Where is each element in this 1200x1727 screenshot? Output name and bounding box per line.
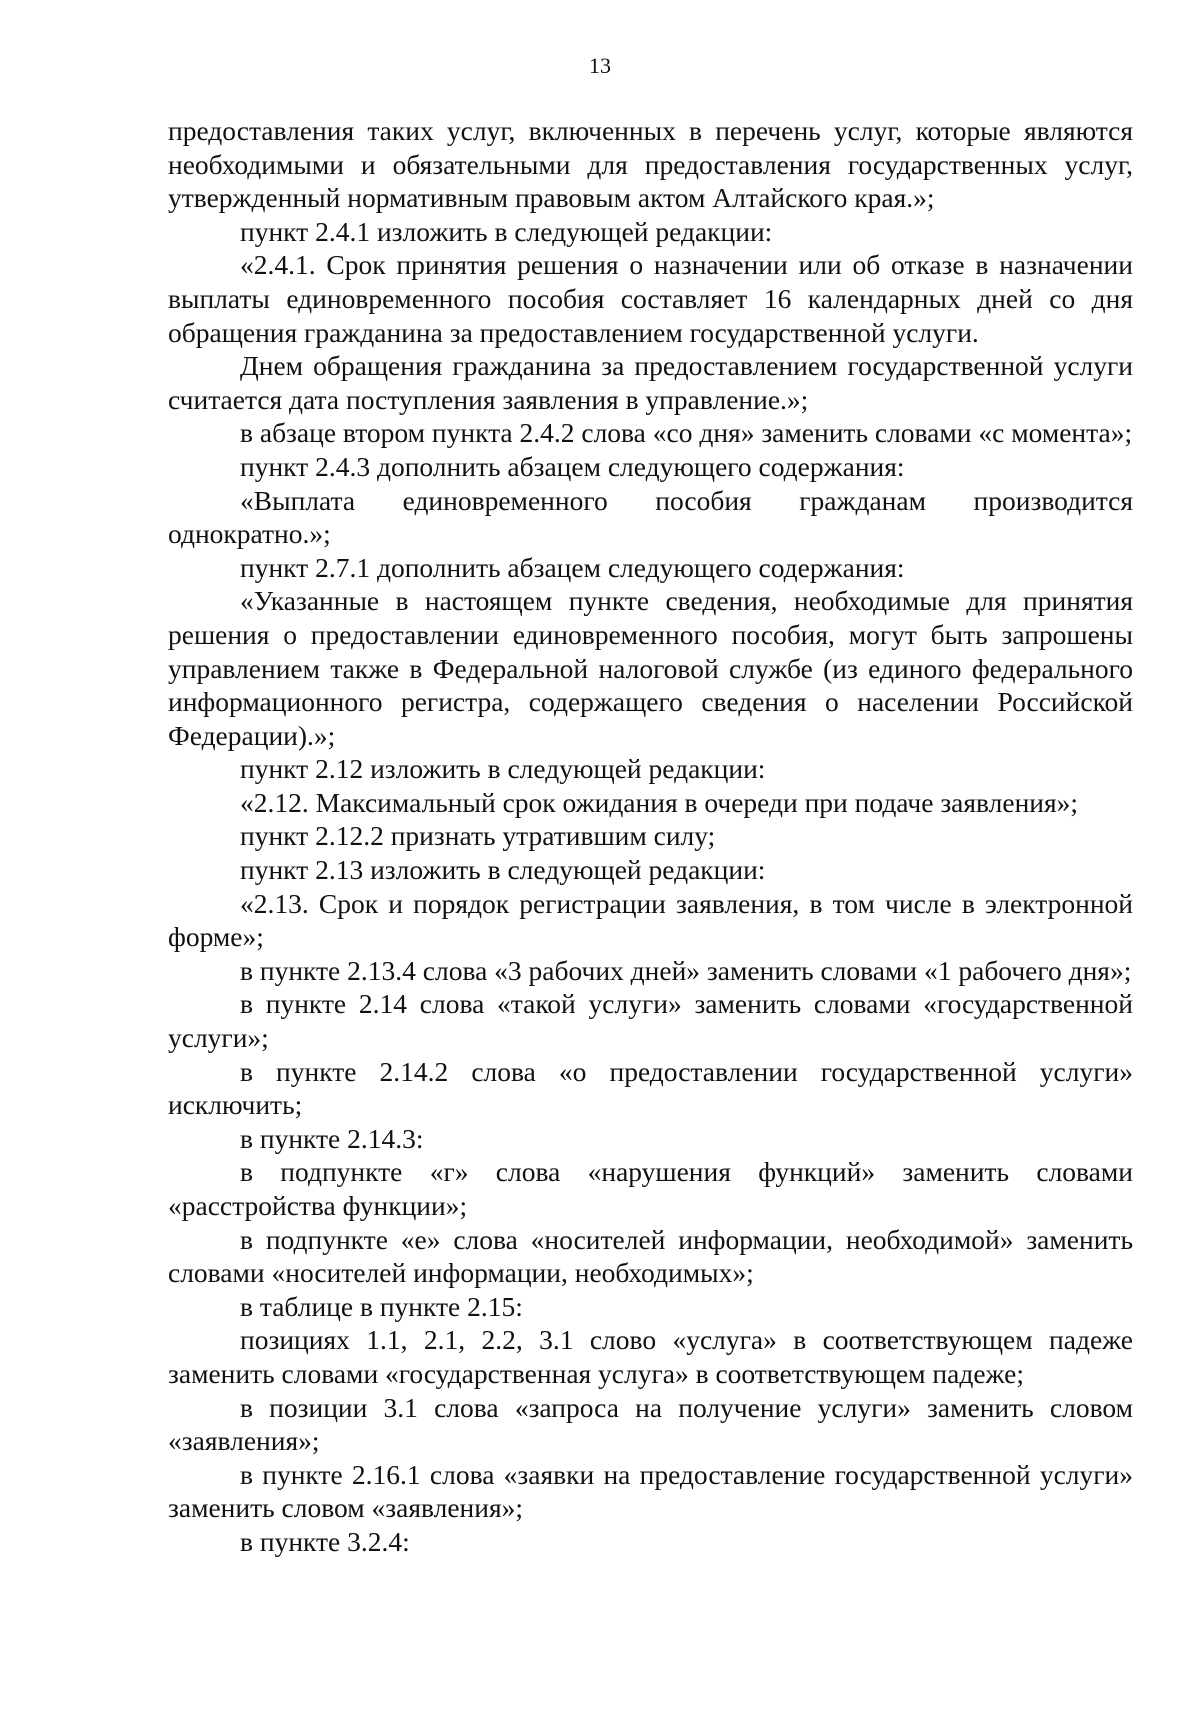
paragraph: в пункте 2.14 слова «такой услуги» заменить словами «государственной услуги»; xyxy=(168,988,1133,1054)
paragraph: «Выплата единовременного пособия гражданам производится однократно.»; xyxy=(168,484,1133,550)
paragraph: в пункте 2.16.1 слова «заявки на предоставление государственной услуги» заменить словом «заявления»; xyxy=(168,1458,1133,1524)
paragraph: пункт 2.12.2 признать утратившим силу; xyxy=(240,820,716,852)
paragraph: предоставления таких услуг, включенных в перечень услуг, которые являются необходимыми и обязательными для предоставления государственных услуг, утвержденный нормативным правовым актом Алтайского края.»; xyxy=(168,115,1133,214)
paragraph: в подпункте «г» слова «нарушения функций» заменить словами «расстройства функции»; xyxy=(168,1156,1133,1221)
paragraph: Днем обращения гражданина за предоставлением государственной услуги считается дата поступления заявления в управление.»; xyxy=(168,350,1133,415)
paragraph: «Указанные в настоящем пункте сведения, необходимые для принятия решения о предоставлении единовременного пособия, могут быть запрошены управлением также в Федеральной налоговой службе (из единого федерального информационного регистра, содержащего сведения о населении Российской Федерации).»; xyxy=(168,585,1133,751)
paragraph: «2.13. Срок и порядок регистрации заявления, в том числе в электронной форме»; xyxy=(168,887,1133,953)
paragraph: пункт 2.7.1 дополнить абзацем следующего содержания: xyxy=(240,551,905,583)
page-number: 13 xyxy=(589,53,611,78)
paragraph: в подпункте «е» слова «носителей информации, необходимой» заменить словами «носителей информации, необходимых»; xyxy=(168,1223,1133,1289)
paragraph: пункт 2.12 изложить в следующей редакции: xyxy=(240,753,766,785)
paragraph: «2.12. Максимальный срок ожидания в очереди при подаче заявления»; xyxy=(240,786,1079,818)
document-body xyxy=(168,114,1133,1559)
paragraph: в пункте 2.14.2 слова «о предоставлении государственной услуги» исключить; xyxy=(168,1055,1133,1121)
paragraph: в таблице в пункте 2.15: xyxy=(240,1290,523,1322)
paragraph: в пункте 2.14.3: xyxy=(240,1122,424,1154)
paragraph: пункт 2.4.3 дополнить абзацем следующего содержания: xyxy=(240,450,905,482)
paragraph: в позиции 3.1 слова «запроса на получение услуги» заменить словом «заявления»; xyxy=(168,1391,1133,1457)
paragraph: в пункте 2.13.4 слова «3 рабочих дней» заменить словами «1 рабочего дня»; xyxy=(240,954,1132,986)
paragraph: пункт 2.13 изложить в следующей редакции: xyxy=(240,854,766,886)
paragraph: в пункте 3.2.4: xyxy=(240,1525,410,1557)
paragraph: позициях 1.1, 2.1, 2.2, 3.1 слово «услуга» в соответствующем падеже заменить словами «государственная услуга» в соответствующем падеже; xyxy=(168,1324,1133,1389)
paragraph: «2.4.1. Срок принятия решения о назначении или об отказе в назначении выплаты единовременного пособия составляет 16 календарных дней со дня обращения гражданина за предоставлением государственной услуги. xyxy=(168,249,1133,348)
paragraph: в абзаце втором пункта 2.4.2 слова «со дня» заменить словами «с момента»; xyxy=(240,417,1133,449)
paragraph: пункт 2.4.1 изложить в следующей редакции: xyxy=(240,215,773,247)
